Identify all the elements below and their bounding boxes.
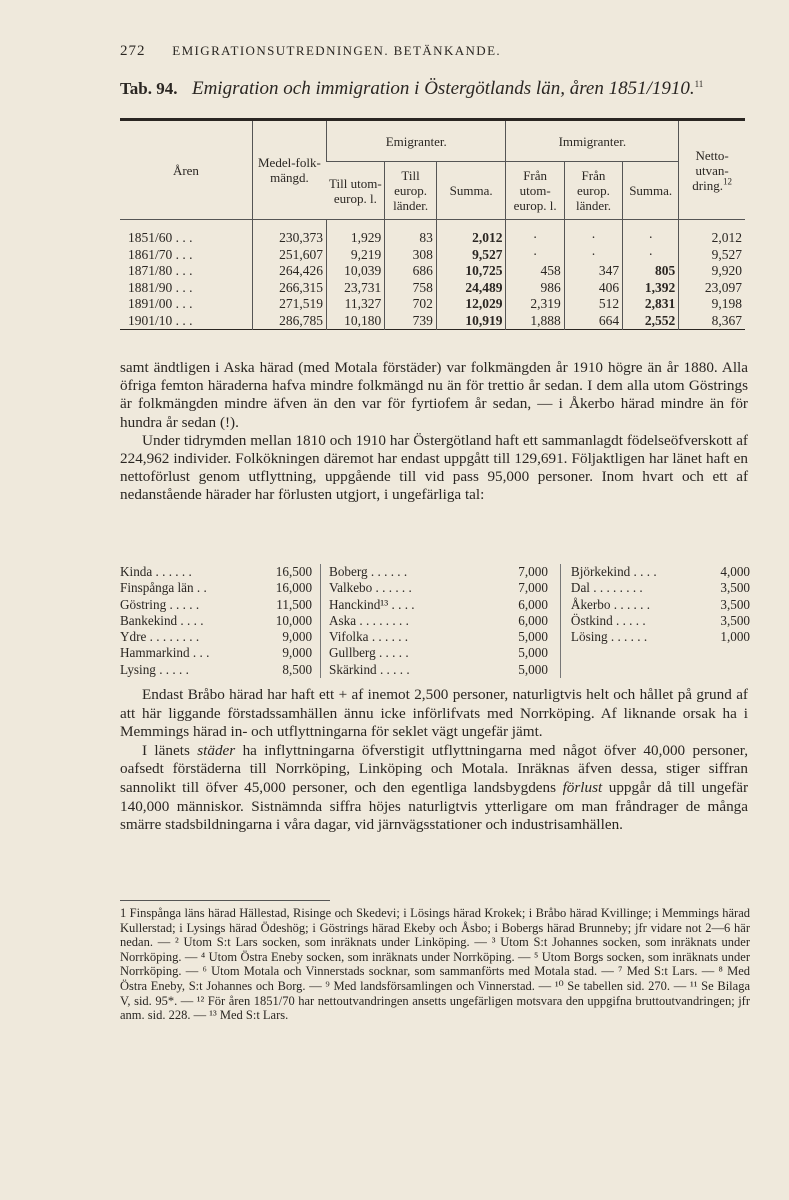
- table-cell-e1: 1,929: [326, 230, 384, 247]
- header-from-europ: Från europ. länder.: [564, 162, 622, 220]
- table-cell-i1: ·: [506, 230, 564, 247]
- paragraph-3: Endast Bråbo härad har haft ett + af inemot 2,500 personer, naturligtvis helt och hållet på grund af att här liggande förstadssamhällen ännu icke införlifvats med Norrköping. Af liknande orsak ha i Memmings härad in- och utflyttningarna för seklet vägt ungefär jämt.: [120, 686, 748, 741]
- district-row: [571, 613, 750, 629]
- district-value: 5,000: [518, 645, 548, 661]
- table-cell-e2: 758: [385, 280, 437, 297]
- table-cell-e2: 686: [385, 263, 437, 280]
- body-text-1: [120, 359, 748, 505]
- table-cell-pop: 264,426: [252, 263, 326, 280]
- district-name: Lysing . . . . .: [120, 661, 189, 677]
- table-cell-i2: ·: [564, 230, 622, 247]
- district-name: Björkekind . . . .: [570, 564, 657, 579]
- district-row: [329, 580, 548, 596]
- table-cell-e1: 10,180: [326, 313, 384, 330]
- table-cell-es: 2,012: [436, 230, 506, 247]
- district-value: 9,000: [282, 629, 313, 645]
- table-cell-net: 8,367: [679, 313, 745, 330]
- district-value: 1,000: [720, 629, 751, 645]
- table-title: Emigration och immigration i Östergötlands län, åren 1851/1910.: [191, 78, 695, 99]
- district-value: 16,000: [275, 580, 313, 596]
- district-value: 3,500: [720, 580, 751, 596]
- table-cell-i2: ·: [564, 247, 622, 264]
- table-cell-i2: 347: [564, 263, 622, 280]
- header-years: Åren: [120, 120, 252, 220]
- district-row: [329, 662, 548, 678]
- district-row: [329, 597, 548, 613]
- district-row: [329, 613, 548, 629]
- table-cell-period: 1871/80 . . .: [128, 263, 193, 278]
- table-cell-es: 24,489: [436, 280, 506, 297]
- table-cell-e1: 23,731: [326, 280, 384, 297]
- district-name: Bankekind . . . .: [120, 612, 204, 628]
- page-number: 272: [120, 43, 146, 59]
- table-cell-net: 23,097: [679, 280, 745, 297]
- district-row: [120, 564, 312, 580]
- header-from-noneurop: Från utom-europ. l.: [506, 162, 564, 220]
- district-column-3: [561, 564, 750, 678]
- district-value: 16,500: [275, 564, 313, 579]
- emphasis-stader: städer: [197, 741, 236, 759]
- table-cell-is: ·: [623, 247, 679, 264]
- table-row: [120, 230, 745, 247]
- district-row: [120, 645, 312, 661]
- table-cell-period: 1851/60 . . .: [128, 230, 193, 245]
- running-title: EMIGRATIONSUTREDNINGEN. BETÄNKANDE.: [172, 43, 502, 58]
- district-value: 5,000: [518, 661, 548, 677]
- header-emig-sum: Summa.: [436, 162, 506, 220]
- district-value: 6,000: [518, 596, 548, 612]
- table-cell-i1: ·: [506, 247, 564, 264]
- header-population: Medel-folk-mängd.: [252, 120, 326, 220]
- district-row: [120, 662, 312, 678]
- table-cell-pop: 230,373: [252, 230, 326, 247]
- table-cell-is: ·: [623, 230, 679, 247]
- table-cell-net: 2,012: [679, 230, 745, 247]
- footnote-rule: [120, 900, 330, 901]
- header-net: Netto-utvan-dring.$^{12}$: [679, 120, 745, 220]
- district-row: [120, 597, 312, 613]
- table-row: [120, 280, 745, 297]
- table-cell-period: 1901/10 . . .: [128, 312, 193, 328]
- table-cell-es: 9,527: [436, 247, 506, 264]
- table-cell-is: 1,392: [623, 280, 679, 297]
- table-row: [120, 263, 745, 280]
- table-cell-es: 10,919: [436, 313, 506, 330]
- district-value: 10,000: [275, 612, 313, 628]
- table-cell-e1: 9,219: [326, 247, 384, 264]
- table-cell-net: 9,527: [679, 247, 745, 264]
- district-value: 5,000: [518, 629, 548, 645]
- district-name: Dal . . . . . . . .: [570, 580, 643, 596]
- district-name: Hammarkind . . .: [120, 645, 210, 661]
- table-cell-e2: 83: [385, 230, 437, 247]
- table-body: [120, 220, 745, 330]
- district-name: Boberg . . . . . .: [329, 564, 408, 579]
- header-to-noneurop: Till utom-europ. l.: [326, 162, 384, 220]
- table-cell-i1: 1,888: [506, 313, 564, 330]
- table-cell-pop: 266,315: [252, 280, 326, 297]
- table-cell-net: 9,198: [679, 296, 745, 313]
- table-cell-e2: 739: [385, 313, 437, 330]
- table-row: [120, 296, 745, 313]
- emigration-table: [120, 118, 745, 330]
- district-name: Skärkind . . . . .: [329, 661, 410, 677]
- district-row: [329, 629, 548, 645]
- district-name: Åkerbo . . . . . .: [570, 596, 651, 612]
- table-cell-period: 1861/70 . . .: [128, 246, 193, 262]
- district-value: 11,500: [276, 596, 313, 612]
- district-value: 8,500: [282, 661, 313, 677]
- header-to-europ: Till europ. länder.: [385, 162, 437, 220]
- table-cell-period: 1891/00 . . .: [128, 296, 193, 311]
- header-immig-sum: Summa.: [623, 162, 679, 220]
- table-cell-is: 2,831: [623, 296, 679, 313]
- header-emigrants: Emigranter.: [326, 120, 506, 162]
- table-cell-es: 12,029: [436, 296, 506, 313]
- district-row: [571, 580, 750, 596]
- district-name: Finspånga län . .: [120, 580, 207, 596]
- district-list: [120, 564, 750, 678]
- table-cell-is: 805: [623, 263, 679, 280]
- table-caption: [120, 78, 759, 100]
- emphasis-forlust: förlust: [562, 778, 603, 796]
- district-name: Östkind . . . . .: [570, 612, 646, 628]
- table-label: Tab. 94.: [120, 79, 178, 98]
- district-value: 6,000: [518, 612, 548, 628]
- district-row: [571, 629, 750, 645]
- district-name: Lösing . . . . . .: [570, 629, 648, 645]
- footnotes: 1 Finspånga läns härad Hällestad, Risinge och Skedevi; i Lösings härad Krokek; i Bråbo härad Kvillinge; i Memmings härad Kullerstad; i Lysings härad Ödeshög; i Göstrings härad Ekeby och Åsbo; i Bobergs härad Brunneby; jfr vidare not 2—6 här nedan. — ² Utom S:t Lars socken, som inräknats under Linköping. — ³ Utom S:t Johannes socken, som inräknats under Norrköping. — ⁴ Utom Östra Eneby socken, som inräknats under Norrköping. — ⁵ Utom Borgs socken, som inräknats under Norrköping. — ⁶ Utom Motala och Vinnerstads socknar, som sammanförts med Motala stad. — ⁷ Med S:t Lars. — ⁸ Med Östra Eneby, S:t Johannes och Borg. — ⁹ Med landsförsamlingen och Vinnerstad. — ¹⁰ Se tabellen sid. 270. — ¹¹ Se Bilaga V, sid. 95*. — ¹² För åren 1851/70 har nettoutvandringen ansetts ungefärligen motsvara den uppgifna bruttoutvandringen; jfr anm. sid. 228. — ¹³ Med S:t Lars.: [120, 906, 750, 1023]
- table-cell-i2: 406: [564, 280, 622, 297]
- district-name: Aska . . . . . . . .: [329, 612, 409, 628]
- table-cell-i2: 664: [564, 313, 622, 330]
- table-cell-period: 1881/90 . . .: [128, 279, 193, 295]
- table-cell-pop: 271,519: [252, 296, 326, 313]
- district-row: [329, 645, 548, 661]
- header-immigrants: Immigranter.: [506, 120, 679, 162]
- district-value: 3,500: [720, 612, 751, 628]
- table-cell-e2: 702: [385, 296, 437, 313]
- district-value: 3,500: [720, 596, 751, 612]
- district-row: [120, 613, 312, 629]
- table-cell-e2: 308: [385, 247, 437, 264]
- table-row: [120, 247, 745, 264]
- district-row: [329, 564, 548, 580]
- district-value: 4,000: [720, 564, 751, 579]
- table-title-note: 11: [694, 79, 704, 89]
- paragraph-1: samt ändtligen i Aska härad (med Motala förstäder) var folkmängden år 1910 högre än år 1880. Alla öfriga femton häraderna hafva mindre folkmängd nu än för trettio år sedan. I dem alla utom Göstrings är folkmängden mindre äfven än den var för fyrtiofem år sedan, — i Åkerbo härad mindre än för hundra år sedan (!).: [120, 359, 748, 431]
- table-cell-is: 2,552: [623, 313, 679, 330]
- district-name: Gullberg . . . . .: [329, 645, 409, 661]
- paragraph-4: I länets städer ha inflyttningarna öfverstigit utflyttningarna med något öfver 40,000 personer, oafsedt förstäderna till Norrköping, Linköping och Motala. Inräknas äfven dessa, stiger siffran sannolikt till öfver 45,000 personer, och den egentliga landsbygdens förlust uppgår då till ungefär 140,000 människor. Sistnämnda siffra höjes naturligtvis ytterligare om man fråndrager de många smärre stadsbildningarna i våra dagar, vid järnvägsstationer och industrisamhällen.: [120, 741, 749, 834]
- district-row: [571, 564, 750, 580]
- table-row: [120, 313, 745, 330]
- page-header: [120, 43, 759, 60]
- table-cell-i1: 2,319: [506, 296, 564, 313]
- district-value: 7,000: [518, 580, 548, 596]
- table-cell-es: 10,725: [436, 263, 506, 280]
- table-cell-e1: 10,039: [326, 263, 384, 280]
- district-row: [120, 629, 312, 645]
- district-value: 9,000: [282, 645, 313, 661]
- district-column-1: [120, 564, 321, 678]
- table-cell-net: 9,920: [679, 263, 745, 280]
- body-text-2: [120, 686, 748, 835]
- table-cell-e1: 11,327: [326, 296, 384, 313]
- table-cell-i1: 458: [506, 263, 564, 280]
- district-name: Vifolka . . . . . .: [329, 629, 409, 645]
- district-name: Kinda . . . . . .: [120, 564, 192, 579]
- district-column-2: [321, 564, 561, 678]
- district-name: Valkebo . . . . . .: [329, 580, 412, 596]
- paragraph-2: Under tidrymden mellan 1810 och 1910 har Östergötland haft ett sammanlagdt födelseöfverskott af 224,962 individer. Folkökningen däremot har endast uppgått till 129,691. Följaktligen har länet haft en nettoförlust genom utflyttning, uppgående till vid pass 95,000 personer. Inom hvart och ett af nedanstående härader har förlusten utgjort, i ungefärliga tal:: [120, 431, 748, 504]
- district-row: [120, 580, 312, 596]
- table-cell-i2: 512: [564, 296, 622, 313]
- district-name: Ydre . . . . . . . .: [120, 629, 200, 645]
- district-name: Göstring . . . . .: [120, 596, 200, 612]
- table-cell-pop: 286,785: [252, 313, 326, 330]
- district-name: Hanckind¹³ . . . .: [329, 596, 415, 612]
- district-row: [571, 597, 750, 613]
- district-value: 7,000: [518, 564, 548, 579]
- table-cell-i1: 986: [506, 280, 564, 297]
- table-cell-pop: 251,607: [252, 247, 326, 264]
